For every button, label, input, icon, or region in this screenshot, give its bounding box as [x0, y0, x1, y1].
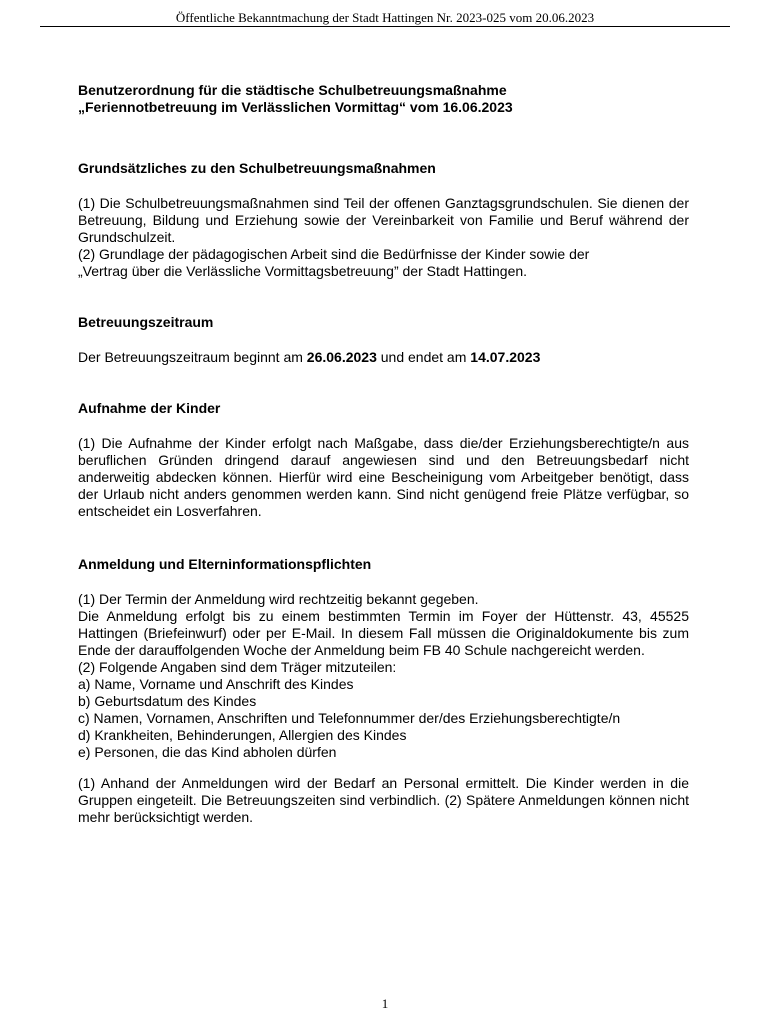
section-heading-zeitraum: Betreuungszeitraum: [78, 314, 214, 330]
paragraph-zeitraum: [78, 349, 689, 366]
section-heading-aufnahme: Aufnahme der Kinder: [78, 400, 221, 416]
list-item: b) Geburtsdatum des Kindes: [78, 693, 257, 709]
start-date: 26.06.2023: [306, 349, 377, 365]
list-item: a) Name, Vorname und Anschrift des Kindes: [78, 676, 354, 692]
document-title-line-2: „Feriennotbetreuung im Verlässlichen Vormittag“ vom 16.06.2023: [78, 99, 513, 115]
zeitraum-text-middle: und endet am: [376, 349, 471, 365]
document-header: Öffentliche Bekanntmachung der Stadt Hattingen Nr. 2023-025 vom 20.06.2023: [175, 10, 595, 25]
document-body: [78, 82, 689, 826]
paragraph-anmeldung-3: (2) Folgende Angaben sind dem Träger mitzuteilen:: [78, 659, 397, 675]
paragraph-grundsaetzliches-1: (1) Die Schulbetreuungsmaßnahmen sind Teil der offenen Ganztagsgrundschulen. Sie dienen der Betreuung, Bildung und Erziehung sowie der Vereinbarkeit von Familie und Beruf während der Grundschulzeit.: [78, 195, 689, 245]
list-item: d) Krankheiten, Behinderungen, Allergien des Kindes: [78, 727, 407, 743]
page-number: 1: [381, 996, 389, 1011]
paragraph-grundsaetzliches-2b: „Vertrag über die Verlässliche Vormittagsbetreuung” der Stadt Hattingen.: [78, 263, 528, 279]
list-item: e) Personen, die das Kind abholen dürfen: [78, 744, 337, 760]
paragraph-aufnahme-1: (1) Die Aufnahme der Kinder erfolgt nach Maßgabe, dass die/der Erziehungsberechtigte/n aus beruflichen Gründen dringend darauf angewiesen sind und den Betreuungsbedarf nicht anderweitig abdecken können. Hierfür wird eine Bescheinigung vom Arbeitgeber benötigt, dass der Urlaub nicht anders genommen werden kann. Sind nicht genügend freie Plätze verfügbar, so entscheidet ein Losverfahren.: [78, 435, 689, 519]
section-heading-grundsaetzliches: Grundsätzliches zu den Schulbetreuungsmaßnahmen: [78, 160, 436, 176]
list-item: c) Namen, Vornamen, Anschriften und Telefonnummer der/des Erziehungsberechtigte/n: [78, 710, 621, 726]
header-divider: [40, 26, 730, 27]
paragraph-anmeldung-4: (1) Anhand der Anmeldungen wird der Bedarf an Personal ermittelt. Die Kinder werden in die Gruppen eingeteilt. Die Betreuungszeiten sind verbindlich. (2) Spätere Anmeldungen können nicht mehr berücksichtigt werden.: [78, 775, 689, 825]
section-heading-anmeldung: Anmeldung und Elterninformationspflichten: [78, 556, 372, 572]
end-date: 14.07.2023: [470, 349, 541, 365]
paragraph-anmeldung-2: Die Anmeldung erfolgt bis zu einem bestimmten Termin im Foyer der Hüttenstr. 43, 45525 Hattingen (Briefeinwurf) oder per E-Mail. In diesem Fall müssen die Originaldokumente bis zum Ende der darauffolgenden Woche der Anmeldung beim FB 40 Schule nachgereicht werden.: [78, 608, 689, 658]
paragraph-anmeldung-1: (1) Der Termin der Anmeldung wird rechtzeitig bekannt gegeben.: [78, 591, 479, 607]
zeitraum-text-before: Der Betreuungszeitraum beginnt am: [78, 349, 307, 365]
document-title-line-1: Benutzerordnung für die städtische Schulbetreuungsmaßnahme: [78, 82, 507, 98]
paragraph-grundsaetzliches-2a: (2) Grundlage der pädagogischen Arbeit sind die Bedürfnisse der Kinder sowie der: [78, 246, 590, 262]
